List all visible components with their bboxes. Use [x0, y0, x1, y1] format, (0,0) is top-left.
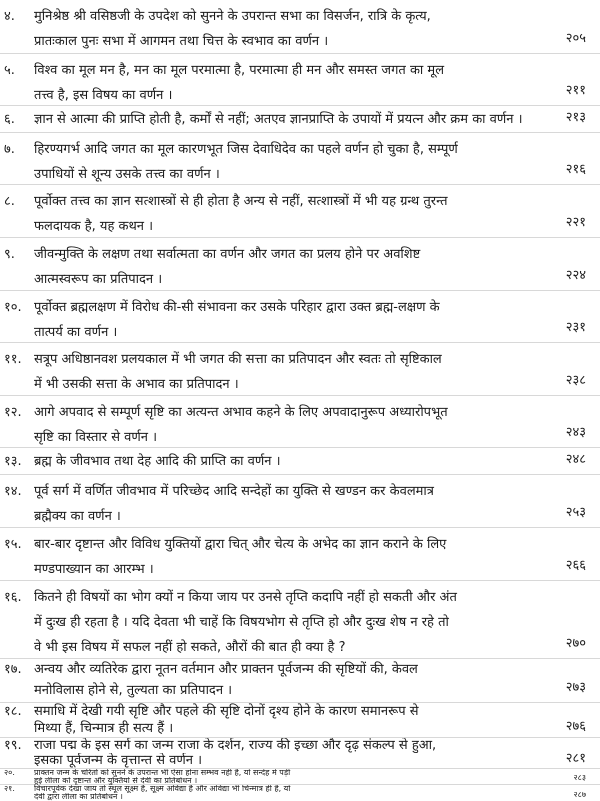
toc-entry — [0, 769, 600, 785]
entry-description — [34, 4, 534, 54]
entry-number: १६. — [4, 590, 22, 605]
entry-page-number: २१३ — [565, 110, 586, 125]
entry-line: मिथ्या हैं, चिन्मात्र ही सत्य हैं । — [34, 721, 174, 736]
toc-entry — [0, 448, 600, 475]
entry-line: सृष्टि का विस्तार से वर्णन । — [34, 430, 158, 445]
entry-description — [34, 479, 534, 529]
entry-number: १९. — [4, 738, 22, 753]
entry-line: तत्त्व है, इस विषय का वर्णन । — [34, 88, 173, 103]
entry-line: कितने ही विषयों का भोग क्यों न किया जाय पर उनसे तृप्ति कदापि नहीं हो सकती और अंत — [34, 590, 457, 605]
entry-line: मुनिश्रेष्ठ श्री वसिष्ठजी के उपदेश को सुनने के उपरान्त सभा का विसर्जन, रात्रि के कृत्य, — [34, 9, 431, 24]
entry-description — [34, 107, 534, 132]
entry-line: ब्रह्म के जीवभाव तथा देह आदि की प्राप्ति का वर्णन । — [34, 454, 281, 469]
toc-entry — [0, 659, 600, 703]
entry-number: १५. — [4, 537, 22, 552]
entry-page-number: २८७ — [573, 790, 586, 799]
entry-page-number: २६६ — [565, 558, 586, 573]
toc-entry — [0, 0, 600, 54]
entry-number: ११. — [4, 352, 22, 367]
entry-page-number: २११ — [565, 83, 586, 98]
entry-number: ८. — [4, 194, 15, 209]
entry-page-number: २४८ — [565, 452, 586, 467]
toc-entry — [0, 291, 600, 343]
entry-page-number: २७६ — [565, 719, 586, 734]
entry-line: सत्रूप अधिष्ठानवश प्रलयकाल में भी जगत की सत्ता का प्रतिपादन और स्वतः तो सृष्टिकाल — [34, 352, 442, 367]
toc-entry — [0, 528, 600, 581]
toc-entry — [0, 703, 600, 738]
entry-line: पूर्वोक्त ब्रह्मलक्षण में विरोध की-सी संभावना कर उसके परिहार द्वारा उक्त ब्रह्म-लक्षण के — [34, 300, 440, 315]
entry-line: हुई लीला को दृष्टान्त और युक्तियों से देवी का प्रतिबोधन । — [34, 777, 198, 785]
entry-description — [34, 295, 534, 345]
entry-line: विचारपूर्वक देखा जाय तो स्थूल सूक्ष्म है, सूक्ष्म अविद्या है और अविद्या भी चिन्मात्र ही है, यों — [34, 785, 291, 793]
entry-description — [34, 347, 534, 397]
entry-number: ७. — [4, 142, 15, 157]
toc-entry — [0, 54, 600, 106]
entry-number: ९. — [4, 247, 15, 262]
toc-entry — [0, 343, 600, 396]
entry-number: १३. — [4, 454, 22, 469]
toc-entry — [0, 475, 600, 528]
entry-line: फलदायक है, यह कथन । — [34, 219, 154, 234]
entry-number: ४. — [4, 9, 15, 24]
entry-description — [34, 585, 534, 660]
entry-line: आगे अपवाद से सम्पूर्ण सृष्टि का अत्यन्त अभाव कहने के लिए अपवादानुरूप अध्यारोपभूत — [34, 405, 448, 420]
entry-line: मनोविलास होने से, तुल्यता का प्रतिपादन । — [34, 683, 233, 698]
toc-entry — [0, 581, 600, 659]
entry-description — [34, 785, 534, 801]
entry-number: ६. — [4, 112, 15, 127]
toc-entry — [0, 785, 600, 801]
entry-description — [34, 242, 534, 292]
entry-description — [34, 769, 534, 785]
entry-page-number: २२४ — [565, 268, 586, 283]
entry-page-number: २७० — [565, 636, 586, 651]
entry-number: १८. — [4, 704, 22, 719]
entry-line: इसका पूर्वजन्म के वृत्तान्त से वर्णन । — [34, 753, 203, 768]
entry-description — [34, 400, 534, 450]
toc-entry — [0, 185, 600, 238]
entry-line: अन्वय और व्यतिरेक द्वारा नूतन वर्तमान और प्राक्तन पूर्वजन्म की सृष्टियों की, केवल — [34, 662, 418, 677]
entry-description — [34, 449, 534, 474]
entry-description — [34, 659, 534, 701]
entry-page-number: २७३ — [565, 680, 586, 695]
entry-description — [34, 189, 534, 239]
entry-line: पूर्व सर्ग में वर्णित जीवभाव में परिच्छेद आदि सन्देहों का युक्ति से खण्डन कर केवलमात्र — [34, 484, 434, 499]
entry-number: ५. — [4, 63, 15, 78]
entry-description — [34, 738, 534, 768]
entry-description — [34, 58, 534, 108]
entry-description — [34, 137, 534, 187]
entry-line: राजा पद्म के इस सर्ग का जन्म राजा के दर्शन, राज्य की इच्छा और दृढ़ संकल्प से हुआ, — [34, 738, 437, 753]
entry-line: वे भी इस विषय में सफल नहीं हो सकते, औरों की बात ही क्या है ? — [34, 640, 346, 655]
entry-page-number: २२१ — [565, 215, 586, 230]
toc-entry — [0, 238, 600, 291]
entry-description — [34, 532, 534, 582]
entry-number: १७. — [4, 662, 22, 677]
entry-page-number: २५३ — [565, 505, 586, 520]
entry-page-number: २४३ — [565, 425, 586, 440]
entry-line: उपाधियों से शून्य उसके तत्त्व का वर्णन । — [34, 167, 220, 182]
toc-entry — [0, 133, 600, 185]
toc-entry — [0, 396, 600, 448]
entry-page-number: २०५ — [565, 31, 586, 46]
entry-line: ज्ञान से आत्मा की प्राप्ति होती है, कर्मों से नहीं; अतएव ज्ञानप्राप्ति के उपायों में प्रयत्न और क्रम का वर्णन । — [34, 112, 523, 127]
entry-line: जीवन्मुक्ति के लक्षण तथा सर्वात्मता का वर्णन और जगत का प्रलय होने पर अवशिष्ट — [34, 247, 421, 262]
entry-line: समाधि में देखी गयी सृष्टि और पहले की सृष्टि दोनों दृश्य होने के कारण समानरूप से — [34, 704, 419, 719]
entry-page-number: २३१ — [565, 320, 586, 335]
entry-line: बार-बार दृष्टान्त और विविध युक्तियों द्वारा चित् और चेत्य के अभेद का ज्ञान कराने के लिए — [34, 537, 447, 552]
entry-page-number: २८३ — [573, 773, 586, 782]
entry-line: विश्व का मूल मन है, मन का मूल परमात्मा है, परमात्मा ही मन और समस्त जगत का मूल — [34, 63, 445, 78]
entry-number: २१. — [4, 784, 15, 793]
entry-line: आत्मस्वरूप का प्रतिपादन । — [34, 272, 163, 287]
entry-line: देवी द्वारा लीला का प्रतिबोधन । — [34, 793, 123, 801]
entry-page-number: २३८ — [565, 373, 586, 388]
entry-line: तात्पर्य का वर्णन । — [34, 325, 118, 340]
entry-line: पूर्वोक्त तत्त्व का ज्ञान सत्शास्त्रों से ही होता है अन्य से नहीं, सत्शास्त्रों में भी यह ग्रन्थ तुरन्त — [34, 194, 448, 209]
entry-line: प्रातःकाल पुनः सभा में आगमन तथा चित्त के स्वभाव का वर्णन । — [34, 34, 329, 49]
entry-page-number: २८१ — [565, 751, 586, 766]
entry-line: मण्डपाख्यान का आरम्भ । — [34, 562, 154, 577]
entry-line: ब्रह्मैक्य का वर्णन । — [34, 509, 121, 524]
entry-line: हिरण्यगर्भ आदि जगत का मूल कारणभूत जिस देवाधिदेव का पहले वर्णन हो चुका है, सम्पूर्ण — [34, 142, 458, 157]
entry-line: में भी उसकी सत्ता के अभाव का प्रतिपादन । — [34, 377, 239, 392]
entry-line: में दुःख ही रहता है । यदि देवता भी चाहें कि विषयभोग से तृप्ति हो और दुःख शेष न रहे तो — [34, 615, 449, 630]
toc-entry — [0, 106, 600, 133]
entry-line: प्राक्तन जन्म के चरितों को सुनने के उपरान्त भी ऐसा होना सम्भव नहीं है, यों सन्देह में पड़ी — [34, 769, 291, 777]
entry-number: १०. — [4, 300, 22, 315]
toc-entry — [0, 738, 600, 769]
entry-description — [34, 703, 534, 737]
entry-page-number: २१६ — [565, 162, 586, 177]
entry-number: १२. — [4, 405, 22, 420]
entry-number: २०. — [4, 768, 15, 777]
entry-number: १४. — [4, 484, 22, 499]
